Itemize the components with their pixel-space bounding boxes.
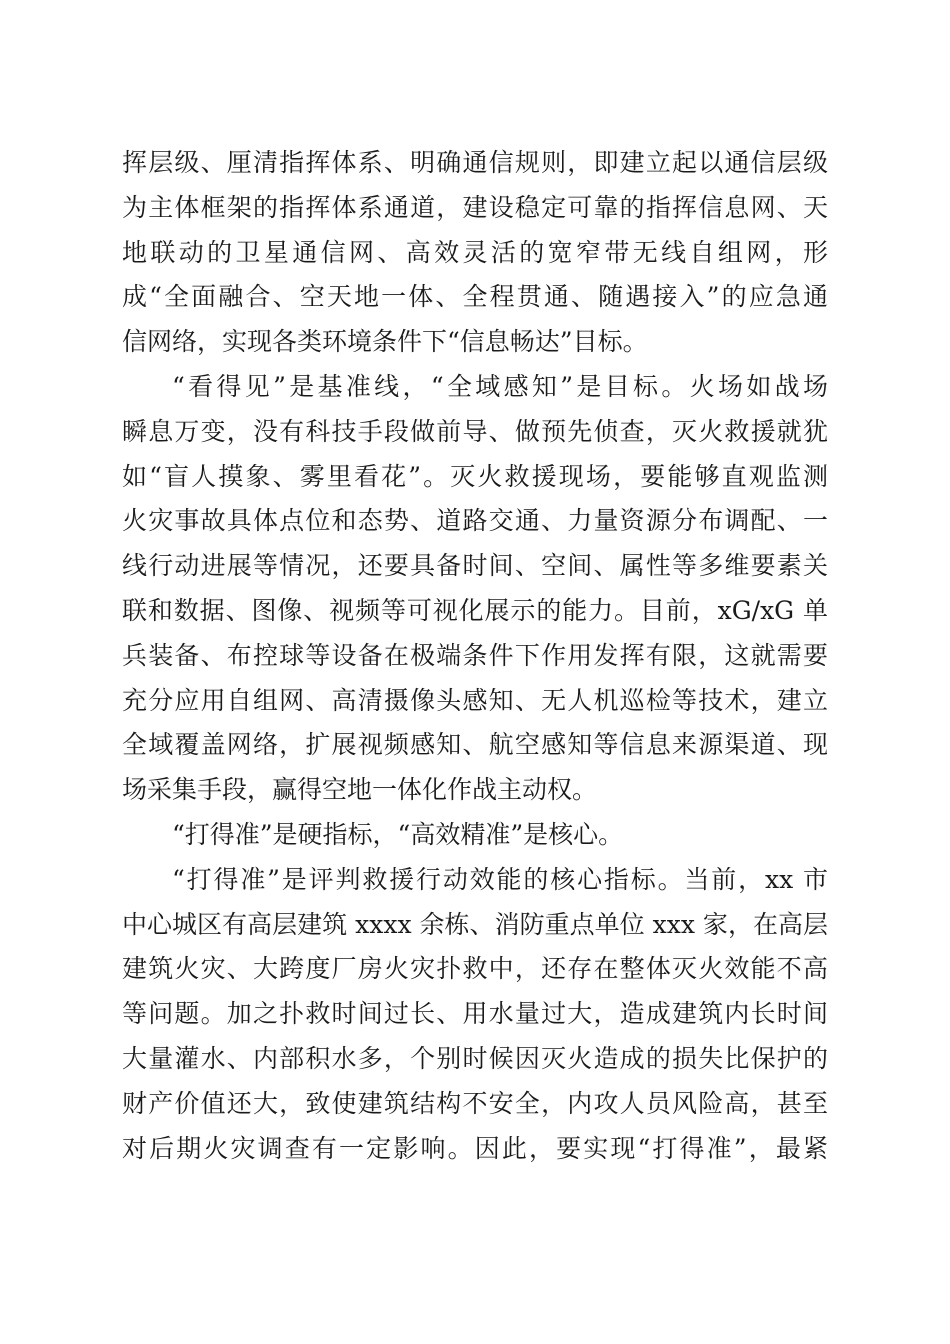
text-line: 为主体框架的指挥体系通道，建设稳定可靠的指挥信息网、天 xyxy=(122,192,828,222)
body-text xyxy=(122,141,828,1171)
text-line: 线行动进展等情况，还要具备时间、空间、属性等多维要素关 xyxy=(122,551,828,581)
text-line: 信网络，实现各类环境条件下“信息畅达”目标。 xyxy=(122,327,648,357)
text-line: 联和数据、图像、视频等可视化展示的能力。目前，xG/xG 单 xyxy=(122,595,828,625)
text-line: 兵装备、布控球等设备在极端条件下作用发挥有限，这就需要 xyxy=(122,640,828,670)
text-line: 地联动的卫星通信网、高效灵活的宽窄带无线自组网，形 xyxy=(122,237,828,267)
text-line: “打得准”是评判救援行动效能的核心指标。当前，xx 市 xyxy=(172,864,828,894)
text-line: 充分应用自组网、高清摄像头感知、无人机巡检等技术，建立 xyxy=(122,685,828,715)
text-line: 全域覆盖网络，扩展视频感知、航空感知等信息来源渠道、现 xyxy=(122,730,828,760)
text-line: 财产价值还大，致使建筑结构不安全，内攻人员风险高，甚至 xyxy=(122,1088,828,1118)
text-line: 场采集手段，赢得空地一体化作战主动权。 xyxy=(122,775,598,805)
text-line: 大量灌水、内部积水多，个别时候因灭火造成的损失比保护的 xyxy=(122,1043,828,1073)
text-line: “打得准”是硬指标，“高效精准”是核心。 xyxy=(172,819,624,849)
text-line: 挥层级、厘清指挥体系、明确通信规则，即建立起以通信层级 xyxy=(122,148,828,177)
text-line: 瞬息万变，没有科技手段做前导、做预先侦查，灭火救援就犹 xyxy=(122,416,828,446)
text-line: 成“全面融合、空天地一体、全程贯通、随遇接入”的应急通 xyxy=(122,282,828,312)
text-line: 火灾事故具体点位和态势、道路交通、力量资源分布调配、一 xyxy=(122,506,828,536)
text-line: 如“盲人摸象、雾里看花”。灭火救援现场，要能够直观监测 xyxy=(122,461,828,491)
text-line: “看得见”是基准线，“全域感知”是目标。火场如战场 xyxy=(172,371,828,401)
text-line: 中心城区有高层建筑 xxxx 余栋、消防重点单位 xxx 家，在高层 xyxy=(122,909,828,939)
text-line: 对后期火灾调查有一定影响。因此，要实现“打得准”，最紧 xyxy=(122,1133,828,1163)
text-line: 建筑火灾、大跨度厂房火灾扑救中，还存在整体灭火效能不高 xyxy=(122,954,828,984)
text-line: 等问题。加之扑救时间过长、用水量过大，造成建筑内长时间 xyxy=(122,999,828,1029)
